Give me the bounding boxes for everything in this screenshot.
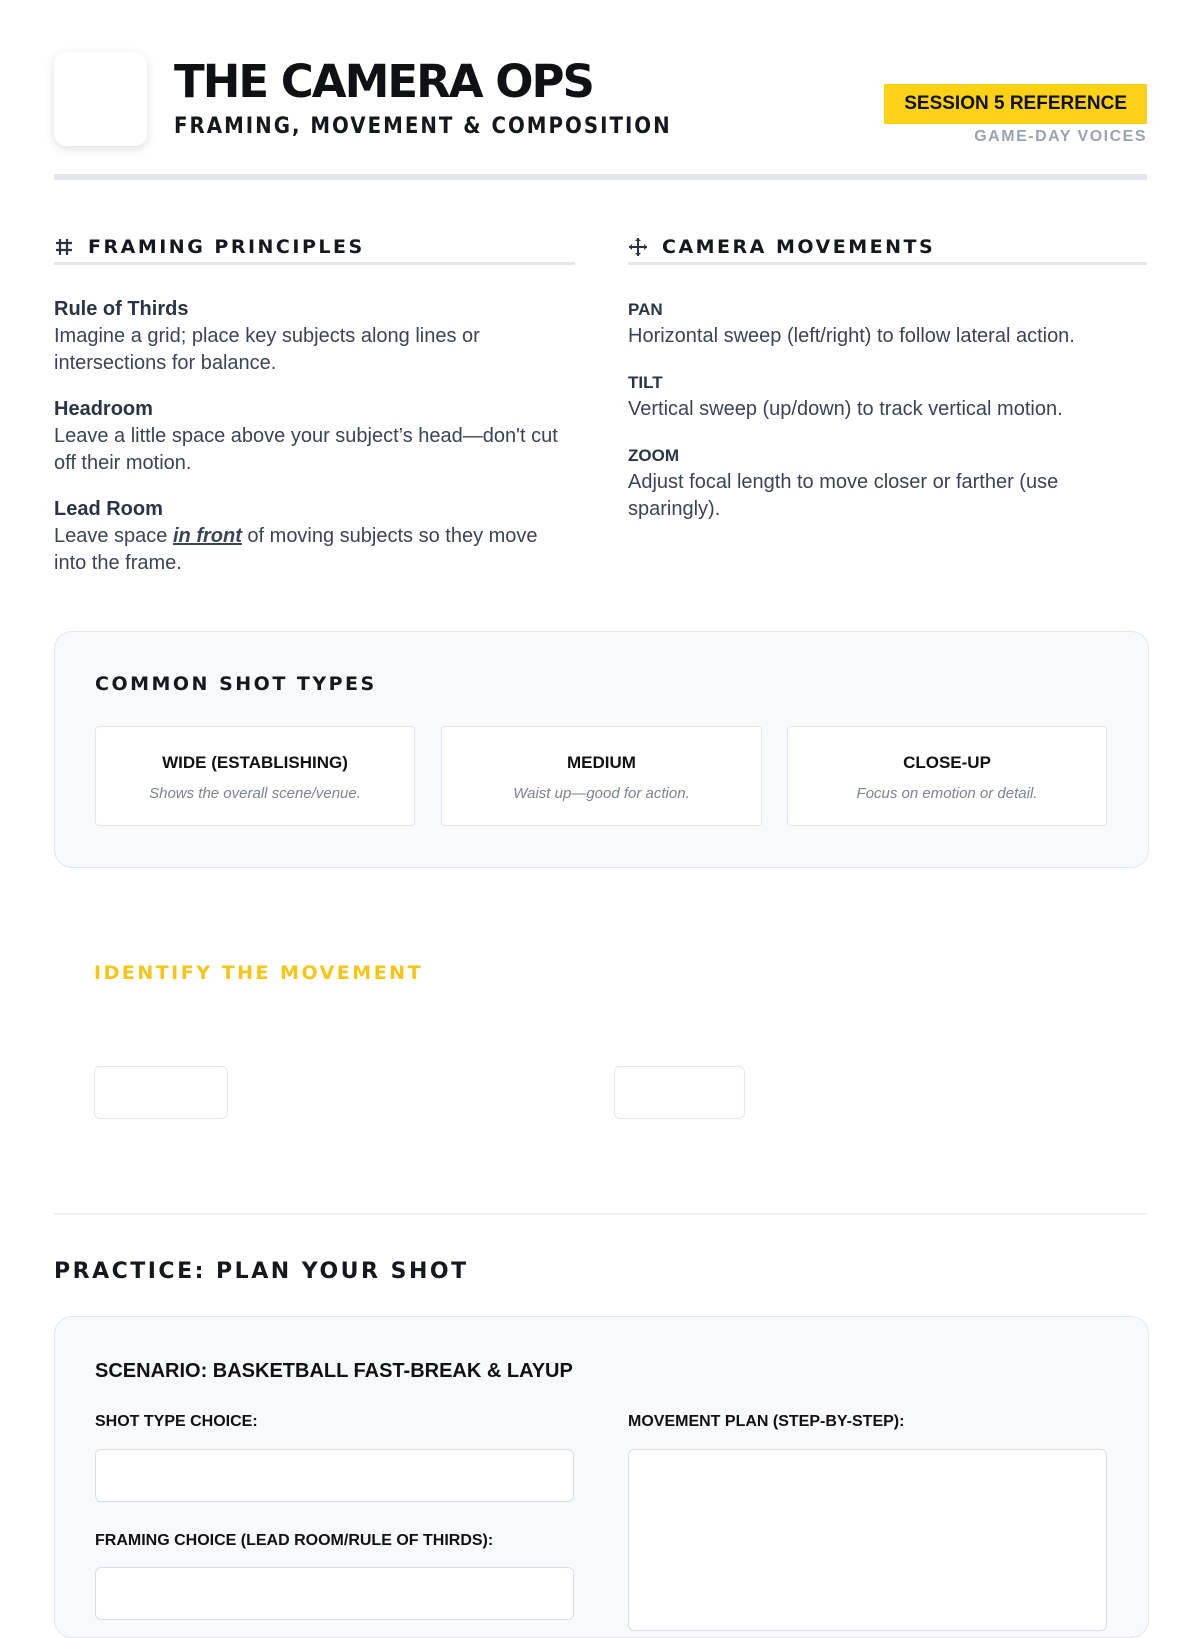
movement-plan-label: MOVEMENT PLAN (STEP-BY-STEP): xyxy=(628,1413,905,1430)
header-divider xyxy=(54,174,1147,180)
shot-card-name: MEDIUM xyxy=(567,753,636,772)
movements-heading xyxy=(628,232,1147,265)
move-arrows-icon xyxy=(628,237,648,257)
answer-box[interactable] xyxy=(94,1066,228,1119)
page-title: THE CAMERA OPS xyxy=(174,55,593,108)
framing-choice-label: FRAMING CHOICE (LEAD ROOM/RULE OF THIRDS): xyxy=(95,1532,494,1549)
movements-heading-text: CAMERA MOVEMENTS xyxy=(662,236,936,258)
framing-choice-input[interactable] xyxy=(95,1567,574,1620)
framing-item-title: Headroom xyxy=(54,398,153,420)
emphasis-text: in front xyxy=(172,525,242,547)
shot-card-name: WIDE (ESTABLISHING) xyxy=(162,753,348,772)
shot-type-label: SHOT TYPE CHOICE: xyxy=(95,1413,258,1430)
shot-types-title: COMMON SHOT TYPES xyxy=(95,673,377,695)
shot-card-wide xyxy=(95,726,415,826)
framing-item-body xyxy=(54,523,575,577)
framing-heading xyxy=(54,232,575,265)
movement-item xyxy=(628,446,1088,523)
framing-item xyxy=(54,298,575,377)
scenario-title: SCENARIO: BASKETBALL FAST-BREAK & LAYUP xyxy=(95,1360,573,1382)
framing-item xyxy=(54,398,575,477)
body-text: Leave space xyxy=(54,525,173,547)
shot-card-name: CLOSE-UP xyxy=(903,753,991,772)
movement-item-title: PAN xyxy=(628,300,663,319)
session-badge: SESSION 5 REFERENCE xyxy=(884,84,1147,124)
shot-card-close-up xyxy=(787,726,1107,826)
movement-item-body: Adjust focal length to move closer or farther (use sparingly). xyxy=(628,471,1059,520)
body-text: of moving subjects so they move into the frame. xyxy=(54,525,538,574)
framing-heading-text: FRAMING PRINCIPLES xyxy=(88,236,365,258)
movement-plan-input[interactable] xyxy=(628,1449,1107,1631)
badge-subtitle: GAME-DAY VOICES xyxy=(974,128,1147,145)
shot-type-input[interactable] xyxy=(95,1449,574,1502)
movements-section xyxy=(628,232,1147,265)
shot-card-desc: Shows the overall scene/venue. xyxy=(149,785,361,802)
crop-grid-icon xyxy=(54,237,74,257)
movement-item-title: TILT xyxy=(628,373,663,392)
movement-item-body: Vertical sweep (up/down) to track vertical motion. xyxy=(628,398,1063,420)
answer-box[interactable] xyxy=(614,1066,745,1119)
framing-item xyxy=(54,498,575,577)
identify-movement-title: IDENTIFY THE MOVEMENT xyxy=(94,962,424,984)
shot-card-medium xyxy=(441,726,762,826)
shot-card-desc: Waist up—good for action. xyxy=(513,785,690,802)
movement-item-body: Horizontal sweep (left/right) to follow lateral action. xyxy=(628,325,1075,347)
movement-item xyxy=(628,300,1147,350)
movement-item xyxy=(628,373,1147,423)
page-subtitle: FRAMING, MOVEMENT & COMPOSITION xyxy=(174,114,672,139)
shot-card-desc: Focus on emotion or detail. xyxy=(856,785,1038,802)
movement-item-title: ZOOM xyxy=(628,446,679,465)
framing-section xyxy=(54,232,575,265)
section-divider xyxy=(54,1213,1147,1215)
framing-item-body: Leave a little space above your subject’s head—don't cut off their motion. xyxy=(54,425,558,474)
framing-item-title: Lead Room xyxy=(54,498,163,520)
framing-item-title: Rule of Thirds xyxy=(54,298,189,320)
practice-title: PRACTICE: PLAN YOUR SHOT xyxy=(54,1259,469,1284)
logo-box xyxy=(54,52,147,146)
framing-item-body: Imagine a grid; place key subjects along lines or intersections for balance. xyxy=(54,325,480,374)
